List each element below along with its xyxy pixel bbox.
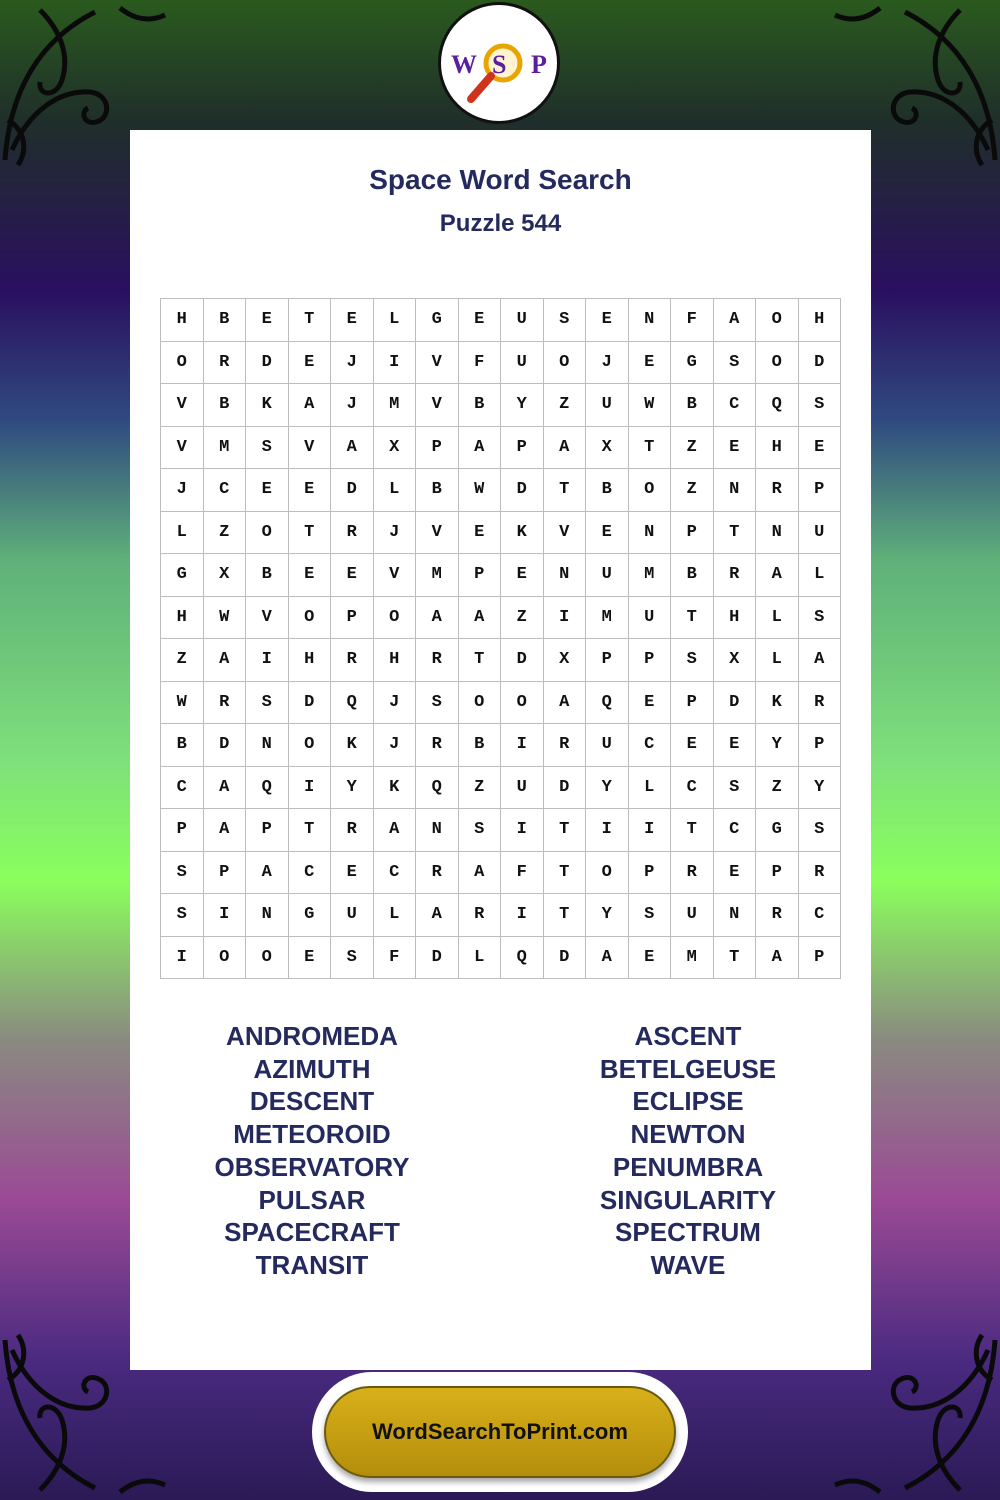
grid-cell[interactable]: Z	[204, 512, 247, 555]
grid-cell[interactable]: R	[756, 894, 799, 937]
grid-cell[interactable]: N	[544, 554, 587, 597]
grid-cell[interactable]: C	[799, 894, 842, 937]
grid-cell[interactable]: N	[714, 469, 757, 512]
grid-cell[interactable]: A	[799, 639, 842, 682]
grid-cell[interactable]: Y	[501, 384, 544, 427]
grid-cell[interactable]: V	[416, 512, 459, 555]
grid-cell[interactable]: R	[331, 512, 374, 555]
grid-cell[interactable]: E	[289, 469, 332, 512]
grid-cell[interactable]: P	[629, 852, 672, 895]
word-list-item: PULSAR	[258, 1184, 366, 1215]
grid-cell[interactable]: K	[756, 682, 799, 725]
grid-cell[interactable]: E	[714, 427, 757, 470]
grid-cell[interactable]: T	[544, 809, 587, 852]
word-list-item: BETELGEUSE	[599, 1053, 777, 1084]
grid-cell[interactable]: I	[629, 809, 672, 852]
grid-cell[interactable]: S	[799, 809, 842, 852]
grid-cell[interactable]: T	[714, 937, 757, 980]
grid-cell[interactable]: E	[246, 299, 289, 342]
grid-cell[interactable]: P	[246, 809, 289, 852]
grid-cell[interactable]: O	[756, 342, 799, 385]
grid-cell[interactable]: P	[756, 852, 799, 895]
grid-cell[interactable]: Z	[756, 767, 799, 810]
grid-cell[interactable]: O	[374, 597, 417, 640]
grid-cell[interactable]: P	[799, 724, 842, 767]
grid-cell[interactable]: G	[756, 809, 799, 852]
grid-cell[interactable]: B	[671, 384, 714, 427]
grid-cell[interactable]: O	[161, 342, 204, 385]
grid-cell[interactable]: N	[629, 299, 672, 342]
grid-cell[interactable]: D	[799, 342, 842, 385]
grid-cell[interactable]: M	[374, 384, 417, 427]
grid-cell[interactable]: L	[374, 894, 417, 937]
grid-cell[interactable]: R	[671, 852, 714, 895]
grid-cell[interactable]: R	[204, 342, 247, 385]
grid-cell[interactable]: A	[416, 597, 459, 640]
grid-cell[interactable]: H	[714, 597, 757, 640]
grid-cell[interactable]: P	[204, 852, 247, 895]
grid-cell[interactable]: B	[671, 554, 714, 597]
grid-cell[interactable]: E	[246, 469, 289, 512]
grid-cell[interactable]: X	[374, 427, 417, 470]
grid-cell[interactable]: H	[289, 639, 332, 682]
grid-cell[interactable]: E	[331, 299, 374, 342]
grid-cell[interactable]: R	[544, 724, 587, 767]
grid-cell[interactable]: A	[756, 554, 799, 597]
grid-cell[interactable]: U	[331, 894, 374, 937]
grid-cell[interactable]: A	[204, 639, 247, 682]
grid-cell[interactable]: E	[331, 852, 374, 895]
grid-cell[interactable]: S	[629, 894, 672, 937]
grid-cell[interactable]: A	[459, 427, 502, 470]
grid-cell[interactable]: O	[544, 342, 587, 385]
grid-cell[interactable]: C	[714, 384, 757, 427]
grid-cell[interactable]: N	[246, 894, 289, 937]
grid-cell[interactable]: D	[501, 469, 544, 512]
website-link-button[interactable]	[324, 1386, 676, 1478]
grid-cell[interactable]: J	[374, 512, 417, 555]
grid-cell[interactable]: E	[799, 427, 842, 470]
grid-cell[interactable]: E	[289, 937, 332, 980]
grid-cell[interactable]: U	[629, 597, 672, 640]
grid-cell[interactable]: V	[161, 384, 204, 427]
grid-cell[interactable]: S	[544, 299, 587, 342]
grid-cell[interactable]: T	[629, 427, 672, 470]
grid-cell[interactable]: H	[374, 639, 417, 682]
grid-cell[interactable]: Z	[501, 597, 544, 640]
grid-cell[interactable]: P	[671, 512, 714, 555]
grid-cell[interactable]: S	[799, 384, 842, 427]
word-list-item: OBSERVATORY	[214, 1151, 410, 1182]
grid-cell[interactable]: S	[246, 427, 289, 470]
grid-cell[interactable]: M	[629, 554, 672, 597]
grid-cell[interactable]: U	[586, 554, 629, 597]
grid-cell[interactable]: L	[629, 767, 672, 810]
grid-cell[interactable]: Y	[331, 767, 374, 810]
logo-letter-w: W	[451, 50, 477, 79]
site-logo[interactable]	[438, 2, 560, 124]
grid-cell[interactable]: P	[459, 554, 502, 597]
word-list-item: SINGULARITY	[599, 1184, 777, 1215]
grid-cell[interactable]: I	[501, 894, 544, 937]
grid-cell[interactable]: K	[501, 512, 544, 555]
grid-cell[interactable]: C	[374, 852, 417, 895]
grid-cell[interactable]: V	[544, 512, 587, 555]
grid-cell[interactable]: D	[544, 767, 587, 810]
grid-cell[interactable]: W	[204, 597, 247, 640]
grid-cell[interactable]: E	[671, 724, 714, 767]
grid-cell[interactable]: R	[204, 682, 247, 725]
word-list-item: WAVE	[650, 1249, 726, 1280]
grid-cell[interactable]: X	[586, 427, 629, 470]
grid-cell[interactable]: L	[756, 597, 799, 640]
grid-cell[interactable]: D	[204, 724, 247, 767]
grid-cell[interactable]: A	[459, 597, 502, 640]
grid-cell[interactable]: D	[246, 342, 289, 385]
grid-cell[interactable]: I	[374, 342, 417, 385]
grid-cell[interactable]: W	[459, 469, 502, 512]
grid-cell[interactable]: J	[374, 682, 417, 725]
grid-cell[interactable]: R	[714, 554, 757, 597]
grid-cell[interactable]: S	[161, 852, 204, 895]
grid-cell[interactable]: O	[629, 469, 672, 512]
grid-cell[interactable]: J	[374, 724, 417, 767]
grid-cell[interactable]: J	[331, 384, 374, 427]
grid-cell[interactable]: L	[374, 299, 417, 342]
grid-cell[interactable]: B	[204, 299, 247, 342]
grid-cell[interactable]: D	[416, 937, 459, 980]
grid-cell[interactable]: S	[331, 937, 374, 980]
grid-cell[interactable]: T	[289, 809, 332, 852]
grid-cell[interactable]: C	[289, 852, 332, 895]
grid-cell[interactable]: E	[289, 342, 332, 385]
grid-cell[interactable]: P	[671, 682, 714, 725]
grid-cell[interactable]: T	[544, 852, 587, 895]
puzzle-card	[130, 130, 871, 1370]
grid-cell[interactable]: D	[544, 937, 587, 980]
grid-cell[interactable]: P	[416, 427, 459, 470]
word-list-left	[182, 1020, 442, 1282]
grid-cell[interactable]: O	[246, 937, 289, 980]
grid-cell[interactable]: P	[799, 937, 842, 980]
word-list-item: SPACECRAFT	[224, 1217, 400, 1248]
grid-cell[interactable]: S	[161, 894, 204, 937]
grid-cell[interactable]: V	[416, 342, 459, 385]
grid-cell[interactable]: I	[289, 767, 332, 810]
grid-cell[interactable]: F	[459, 342, 502, 385]
grid-cell[interactable]: A	[544, 682, 587, 725]
footer	[312, 1372, 688, 1492]
grid-cell[interactable]: G	[289, 894, 332, 937]
grid-cell[interactable]: K	[374, 767, 417, 810]
grid-cell[interactable]: X	[204, 554, 247, 597]
grid-cell[interactable]: Z	[459, 767, 502, 810]
grid-cell[interactable]: P	[501, 427, 544, 470]
grid-cell[interactable]: U	[586, 724, 629, 767]
logo-letter-p: P	[531, 50, 547, 79]
grid-cell[interactable]: T	[289, 299, 332, 342]
grid-cell[interactable]: Q	[756, 384, 799, 427]
grid-cell[interactable]: J	[586, 342, 629, 385]
grid-cell[interactable]: S	[714, 342, 757, 385]
word-list-item: SPECTRUM	[615, 1217, 761, 1248]
grid-cell[interactable]: I	[544, 597, 587, 640]
grid-cell[interactable]: L	[374, 469, 417, 512]
grid-cell[interactable]: F	[374, 937, 417, 980]
grid-cell[interactable]: A	[586, 937, 629, 980]
grid-cell[interactable]: I	[161, 937, 204, 980]
word-list-item: METEOROID	[233, 1119, 391, 1150]
grid-cell[interactable]: E	[501, 554, 544, 597]
grid-cell[interactable]: N	[629, 512, 672, 555]
grid-cell[interactable]: Y	[586, 894, 629, 937]
grid-cell[interactable]: A	[246, 852, 289, 895]
grid-cell[interactable]: D	[714, 682, 757, 725]
grid-cell[interactable]: L	[161, 512, 204, 555]
grid-cell[interactable]: B	[459, 384, 502, 427]
grid-cell[interactable]: W	[629, 384, 672, 427]
grid-cell[interactable]: R	[331, 809, 374, 852]
grid-cell[interactable]: V	[289, 427, 332, 470]
grid-cell[interactable]: J	[331, 342, 374, 385]
grid-cell[interactable]: E	[629, 342, 672, 385]
grid-cell[interactable]: E	[586, 512, 629, 555]
grid-cell[interactable]: M	[671, 937, 714, 980]
grid-cell[interactable]: F	[501, 852, 544, 895]
grid-cell[interactable]: P	[586, 639, 629, 682]
grid-cell[interactable]: B	[586, 469, 629, 512]
grid-cell[interactable]: D	[501, 639, 544, 682]
grid-cell[interactable]: S	[799, 597, 842, 640]
grid-cell[interactable]: S	[671, 639, 714, 682]
grid-cell[interactable]: V	[246, 597, 289, 640]
grid-cell[interactable]: U	[586, 384, 629, 427]
grid-cell[interactable]: Q	[586, 682, 629, 725]
grid-cell[interactable]: G	[671, 342, 714, 385]
grid-cell[interactable]: R	[799, 852, 842, 895]
grid-cell[interactable]: E	[586, 299, 629, 342]
grid-cell[interactable]: R	[756, 469, 799, 512]
grid-cell[interactable]: G	[161, 554, 204, 597]
grid-cell[interactable]: E	[629, 682, 672, 725]
grid-cell[interactable]: S	[246, 682, 289, 725]
grid-cell[interactable]: A	[331, 427, 374, 470]
grid-cell[interactable]: X	[714, 639, 757, 682]
word-list-item: TRANSIT	[255, 1249, 369, 1280]
grid-cell[interactable]: Q	[246, 767, 289, 810]
grid-cell[interactable]: Y	[799, 767, 842, 810]
grid-cell[interactable]: I	[501, 809, 544, 852]
word-list-item: DESCENT	[249, 1086, 375, 1117]
grid-cell[interactable]: O	[246, 512, 289, 555]
grid-cell[interactable]: A	[289, 384, 332, 427]
grid-cell[interactable]: C	[629, 724, 672, 767]
grid-cell[interactable]: I	[586, 809, 629, 852]
grid-cell[interactable]: E	[714, 724, 757, 767]
grid-cell[interactable]: B	[246, 554, 289, 597]
grid-cell[interactable]: U	[501, 767, 544, 810]
grid-cell[interactable]: U	[501, 299, 544, 342]
grid-cell[interactable]: E	[629, 937, 672, 980]
grid-cell[interactable]: D	[289, 682, 332, 725]
grid-cell[interactable]: N	[714, 894, 757, 937]
grid-cell[interactable]: V	[161, 427, 204, 470]
grid-cell[interactable]: Q	[416, 767, 459, 810]
grid-cell[interactable]: J	[161, 469, 204, 512]
grid-cell[interactable]: V	[374, 554, 417, 597]
grid-cell[interactable]: P	[799, 469, 842, 512]
word-list-item: NEWTON	[630, 1119, 746, 1150]
grid-cell[interactable]: C	[161, 767, 204, 810]
grid-cell[interactable]: T	[714, 512, 757, 555]
grid-cell[interactable]: T	[544, 469, 587, 512]
grid-cell[interactable]: A	[459, 852, 502, 895]
grid-cell[interactable]: A	[204, 809, 247, 852]
grid-cell[interactable]: O	[289, 597, 332, 640]
grid-cell[interactable]: T	[671, 809, 714, 852]
grid-cell[interactable]: F	[671, 299, 714, 342]
grid-cell[interactable]: A	[204, 767, 247, 810]
grid-cell[interactable]: V	[416, 384, 459, 427]
letter-grid	[160, 298, 841, 979]
grid-cell[interactable]: A	[544, 427, 587, 470]
grid-cell[interactable]: T	[459, 639, 502, 682]
word-list-right	[558, 1020, 818, 1282]
grid-cell[interactable]: Z	[671, 427, 714, 470]
grid-cell[interactable]: O	[501, 682, 544, 725]
word-list-item: ECLIPSE	[632, 1086, 744, 1117]
grid-cell[interactable]: X	[544, 639, 587, 682]
grid-cell[interactable]: Y	[756, 724, 799, 767]
grid-cell[interactable]: Y	[586, 767, 629, 810]
grid-cell[interactable]: Q	[331, 682, 374, 725]
grid-cell[interactable]: A	[714, 299, 757, 342]
grid-cell[interactable]: R	[416, 639, 459, 682]
grid-cell[interactable]: N	[756, 512, 799, 555]
puzzle-title: Space Word Search	[369, 164, 632, 195]
grid-cell[interactable]: B	[459, 724, 502, 767]
grid-cell[interactable]: L	[756, 639, 799, 682]
grid-cell[interactable]: L	[459, 937, 502, 980]
grid-cell[interactable]: O	[459, 682, 502, 725]
grid-cell[interactable]: P	[331, 597, 374, 640]
grid-cell[interactable]: L	[799, 554, 842, 597]
word-list-item: AZIMUTH	[253, 1053, 371, 1084]
grid-cell[interactable]: P	[629, 639, 672, 682]
grid-cell[interactable]: R	[416, 724, 459, 767]
grid-cell[interactable]: E	[289, 554, 332, 597]
grid-cell[interactable]: A	[374, 809, 417, 852]
grid-cell[interactable]: M	[586, 597, 629, 640]
grid-cell[interactable]: E	[459, 512, 502, 555]
grid-cell[interactable]: R	[799, 682, 842, 725]
grid-cell[interactable]: C	[204, 469, 247, 512]
grid-cell[interactable]: M	[416, 554, 459, 597]
grid-cell[interactable]: O	[204, 937, 247, 980]
grid-cell[interactable]: K	[246, 384, 289, 427]
puzzle-number: Puzzle 544	[439, 210, 562, 237]
website-link-label: WordSearchToPrint.com	[372, 1419, 628, 1444]
grid-cell[interactable]: D	[331, 469, 374, 512]
grid-cell[interactable]: T	[671, 597, 714, 640]
grid-cell[interactable]: C	[714, 809, 757, 852]
grid-cell[interactable]: E	[459, 299, 502, 342]
grid-cell[interactable]: Q	[501, 937, 544, 980]
grid-cell[interactable]: O	[756, 299, 799, 342]
logo-letter-s: S	[492, 50, 507, 79]
grid-cell[interactable]: M	[204, 427, 247, 470]
grid-cell[interactable]: O	[586, 852, 629, 895]
grid-cell[interactable]: A	[756, 937, 799, 980]
grid-cell[interactable]: R	[331, 639, 374, 682]
grid-cell[interactable]: E	[331, 554, 374, 597]
grid-cell[interactable]: S	[714, 767, 757, 810]
grid-cell[interactable]: S	[459, 809, 502, 852]
grid-cell[interactable]: H	[756, 427, 799, 470]
grid-cell[interactable]: N	[246, 724, 289, 767]
grid-cell[interactable]: Z	[671, 469, 714, 512]
grid-cell[interactable]: Z	[161, 639, 204, 682]
word-list-item: ASCENT	[634, 1021, 742, 1051]
grid-cell[interactable]: R	[459, 894, 502, 937]
grid-cell[interactable]: Z	[544, 384, 587, 427]
word-list-item: PENUMBRA	[612, 1151, 764, 1182]
grid-cell[interactable]: H	[161, 299, 204, 342]
word-list-item: ANDROMEDA	[226, 1021, 398, 1051]
grid-cell[interactable]: O	[289, 724, 332, 767]
grid-cell[interactable]: U	[799, 512, 842, 555]
grid-cell[interactable]: I	[246, 639, 289, 682]
grid-cell[interactable]: S	[416, 682, 459, 725]
grid-cell[interactable]: C	[671, 767, 714, 810]
grid-cell[interactable]: N	[416, 809, 459, 852]
grid-cell[interactable]: P	[161, 809, 204, 852]
grid-cell[interactable]: K	[331, 724, 374, 767]
grid-cell[interactable]: I	[501, 724, 544, 767]
grid-cell[interactable]: U	[501, 342, 544, 385]
grid-cell[interactable]: T	[544, 894, 587, 937]
grid-cell[interactable]: H	[161, 597, 204, 640]
grid-cell[interactable]: I	[204, 894, 247, 937]
grid-cell[interactable]: R	[416, 852, 459, 895]
grid-cell[interactable]: G	[416, 299, 459, 342]
grid-cell[interactable]: A	[416, 894, 459, 937]
grid-cell[interactable]: B	[161, 724, 204, 767]
grid-cell[interactable]: H	[799, 299, 842, 342]
grid-cell[interactable]: U	[671, 894, 714, 937]
grid-cell[interactable]: T	[289, 512, 332, 555]
grid-cell[interactable]: B	[416, 469, 459, 512]
grid-cell[interactable]: E	[714, 852, 757, 895]
grid-cell[interactable]: W	[161, 682, 204, 725]
grid-cell[interactable]: B	[204, 384, 247, 427]
